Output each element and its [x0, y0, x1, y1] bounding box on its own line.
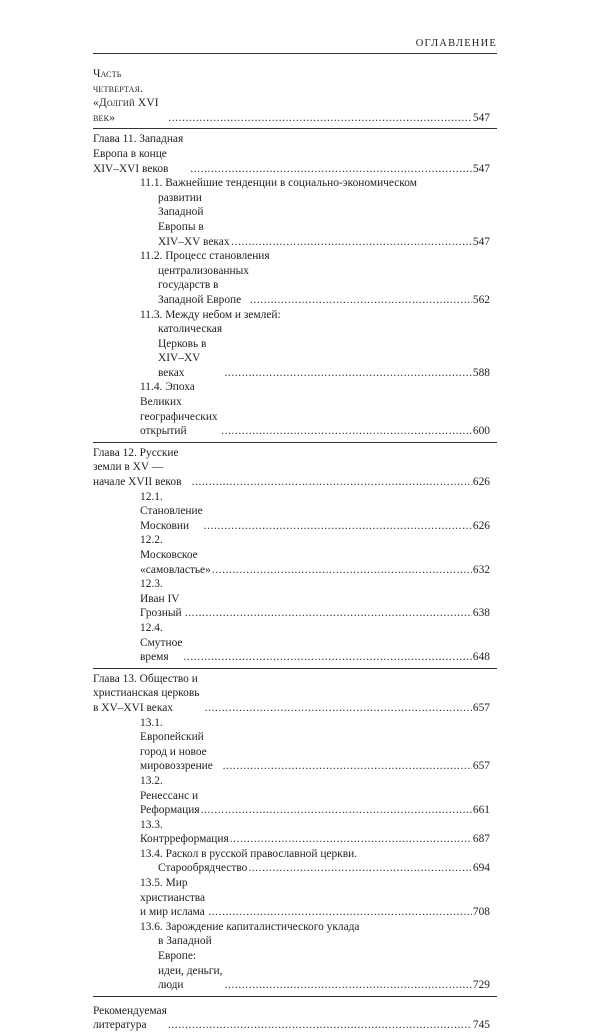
toc-section-title: 13.3. Контрреформация	[140, 818, 229, 846]
leader-dots	[190, 162, 472, 177]
leader-dots	[208, 905, 472, 920]
toc-page-number: 547	[472, 162, 490, 175]
toc-page-number: 638	[472, 607, 490, 620]
running-head: ОГЛАВЛЕНИЕ	[415, 38, 497, 49]
toc-page-number: 600	[472, 425, 490, 438]
toc-chapter-title: Глава 11. Западная Европа в конце XIV–XVI веков	[93, 133, 184, 175]
toc-section-title: 11.4. Эпоха Великих географических открытий	[140, 381, 218, 438]
section-rule	[93, 668, 497, 669]
toc-page-number: 729	[472, 979, 490, 992]
table-of-contents	[93, 67, 490, 1033]
toc-section-entry[interactable]	[93, 774, 490, 818]
toc-page-number: 657	[472, 701, 490, 714]
leader-dots	[221, 424, 472, 439]
toc-section-title: 11.3. Между небом и землей:	[140, 308, 281, 321]
toc-section-entry[interactable]	[93, 920, 490, 993]
toc-section-title: 12.3. Иван IV Грозный	[140, 578, 182, 620]
toc-section-entry[interactable]	[93, 847, 490, 876]
toc-section-title: 13.6. Зарождение капиталистического уклада	[140, 920, 360, 933]
toc-section-entry[interactable]	[93, 490, 490, 534]
toc-section-entry[interactable]	[93, 176, 490, 249]
toc-part-title: Часть четвертая. «Долгий XVI век»	[93, 68, 159, 124]
toc-page-number: 745	[472, 1019, 490, 1032]
header-rule	[93, 53, 497, 54]
leader-dots	[231, 235, 472, 250]
toc-literature-entry[interactable]	[93, 1004, 490, 1033]
section-rule	[93, 128, 497, 129]
section-rule	[93, 442, 497, 443]
toc-page-number: 661	[472, 804, 490, 817]
toc-section-entry[interactable]	[93, 380, 490, 438]
toc-section-title: 12.1. Становление Московии	[140, 490, 203, 532]
leader-dots	[168, 1018, 472, 1033]
toc-section-entry[interactable]	[93, 716, 490, 774]
toc-page-number: 657	[472, 760, 490, 773]
toc-page-number: 562	[472, 293, 490, 306]
leader-dots	[230, 832, 472, 847]
leader-dots	[204, 519, 472, 534]
toc-section-entry[interactable]	[93, 818, 490, 847]
toc-section-entry[interactable]	[93, 308, 490, 381]
toc-page-number: 626	[472, 476, 490, 489]
toc-section-title-cont: в Западной Европе: идеи, деньги, люди	[158, 935, 223, 992]
section-rule	[93, 996, 497, 997]
leader-dots	[224, 366, 471, 381]
toc-section-entry[interactable]	[93, 533, 490, 577]
toc-section-title: 11.2. Процесс становления	[140, 250, 270, 263]
toc-section-entry[interactable]	[93, 621, 490, 665]
leader-dots	[168, 111, 472, 126]
toc-section-title: 12.2. Московское «самовластье»	[140, 534, 211, 576]
toc-page-number: 547	[472, 111, 490, 124]
leader-dots	[201, 803, 472, 818]
toc-section-entry[interactable]	[93, 876, 490, 920]
toc-section-title: 13.1. Европейский город и новое мировоззрение	[140, 716, 213, 773]
toc-chapter-entry[interactable]	[93, 672, 490, 716]
toc-section-title: 13.2. Ренессанс и Реформация	[140, 774, 200, 817]
toc-section-title-cont: централизованных государств в Западной Европе	[158, 264, 249, 306]
leader-dots	[223, 759, 472, 774]
toc-part-entry[interactable]	[93, 67, 490, 125]
leader-dots	[192, 475, 472, 490]
toc-section-entry[interactable]	[93, 249, 490, 307]
toc-section-title-cont: католическая Церковь в XIV–XV веках	[158, 323, 223, 379]
toc-chapter-entry[interactable]	[93, 446, 490, 490]
toc-page-number: 632	[472, 563, 490, 576]
toc-section-title: 13.5. Мир христианства и мир ислама	[140, 877, 206, 919]
toc-section-title-cont: развитии Западной Европы в XIV–XV веках	[158, 191, 230, 248]
toc-section-title: 13.4. Раскол в русской православной церкви.	[140, 847, 358, 860]
toc-section-title: 11.1. Важнейшие тенденции в социально-экономическом	[140, 177, 417, 190]
toc-page-number: 694	[472, 862, 490, 875]
toc-chapter-title: Глава 13. Общество и христианская церковь в XV–XVI веках	[93, 672, 200, 714]
toc-section-entry[interactable]	[93, 577, 490, 621]
toc-page-number: 687	[472, 833, 490, 846]
toc-page-number: 708	[472, 906, 490, 919]
leader-dots	[183, 650, 471, 665]
leader-dots	[225, 978, 472, 993]
toc-section-title-cont: Старообрядчество	[158, 862, 248, 875]
toc-chapter-title: Глава 12. Русские земли в XV — начале XVII веков	[93, 446, 182, 489]
toc-page-number: 588	[472, 366, 490, 379]
leader-dots	[212, 563, 472, 578]
toc-section-title: 12.4. Смутное время	[140, 621, 183, 664]
toc-page-number: 648	[472, 651, 490, 664]
toc-page-number: 547	[472, 235, 490, 248]
leader-dots	[248, 861, 472, 876]
toc-literature-title: Рекомендуемая литература	[93, 1004, 167, 1032]
leader-dots	[185, 606, 472, 621]
leader-dots	[205, 701, 472, 716]
toc-chapter-entry[interactable]	[93, 132, 490, 176]
leader-dots	[250, 293, 472, 308]
toc-page-number: 626	[472, 519, 490, 532]
